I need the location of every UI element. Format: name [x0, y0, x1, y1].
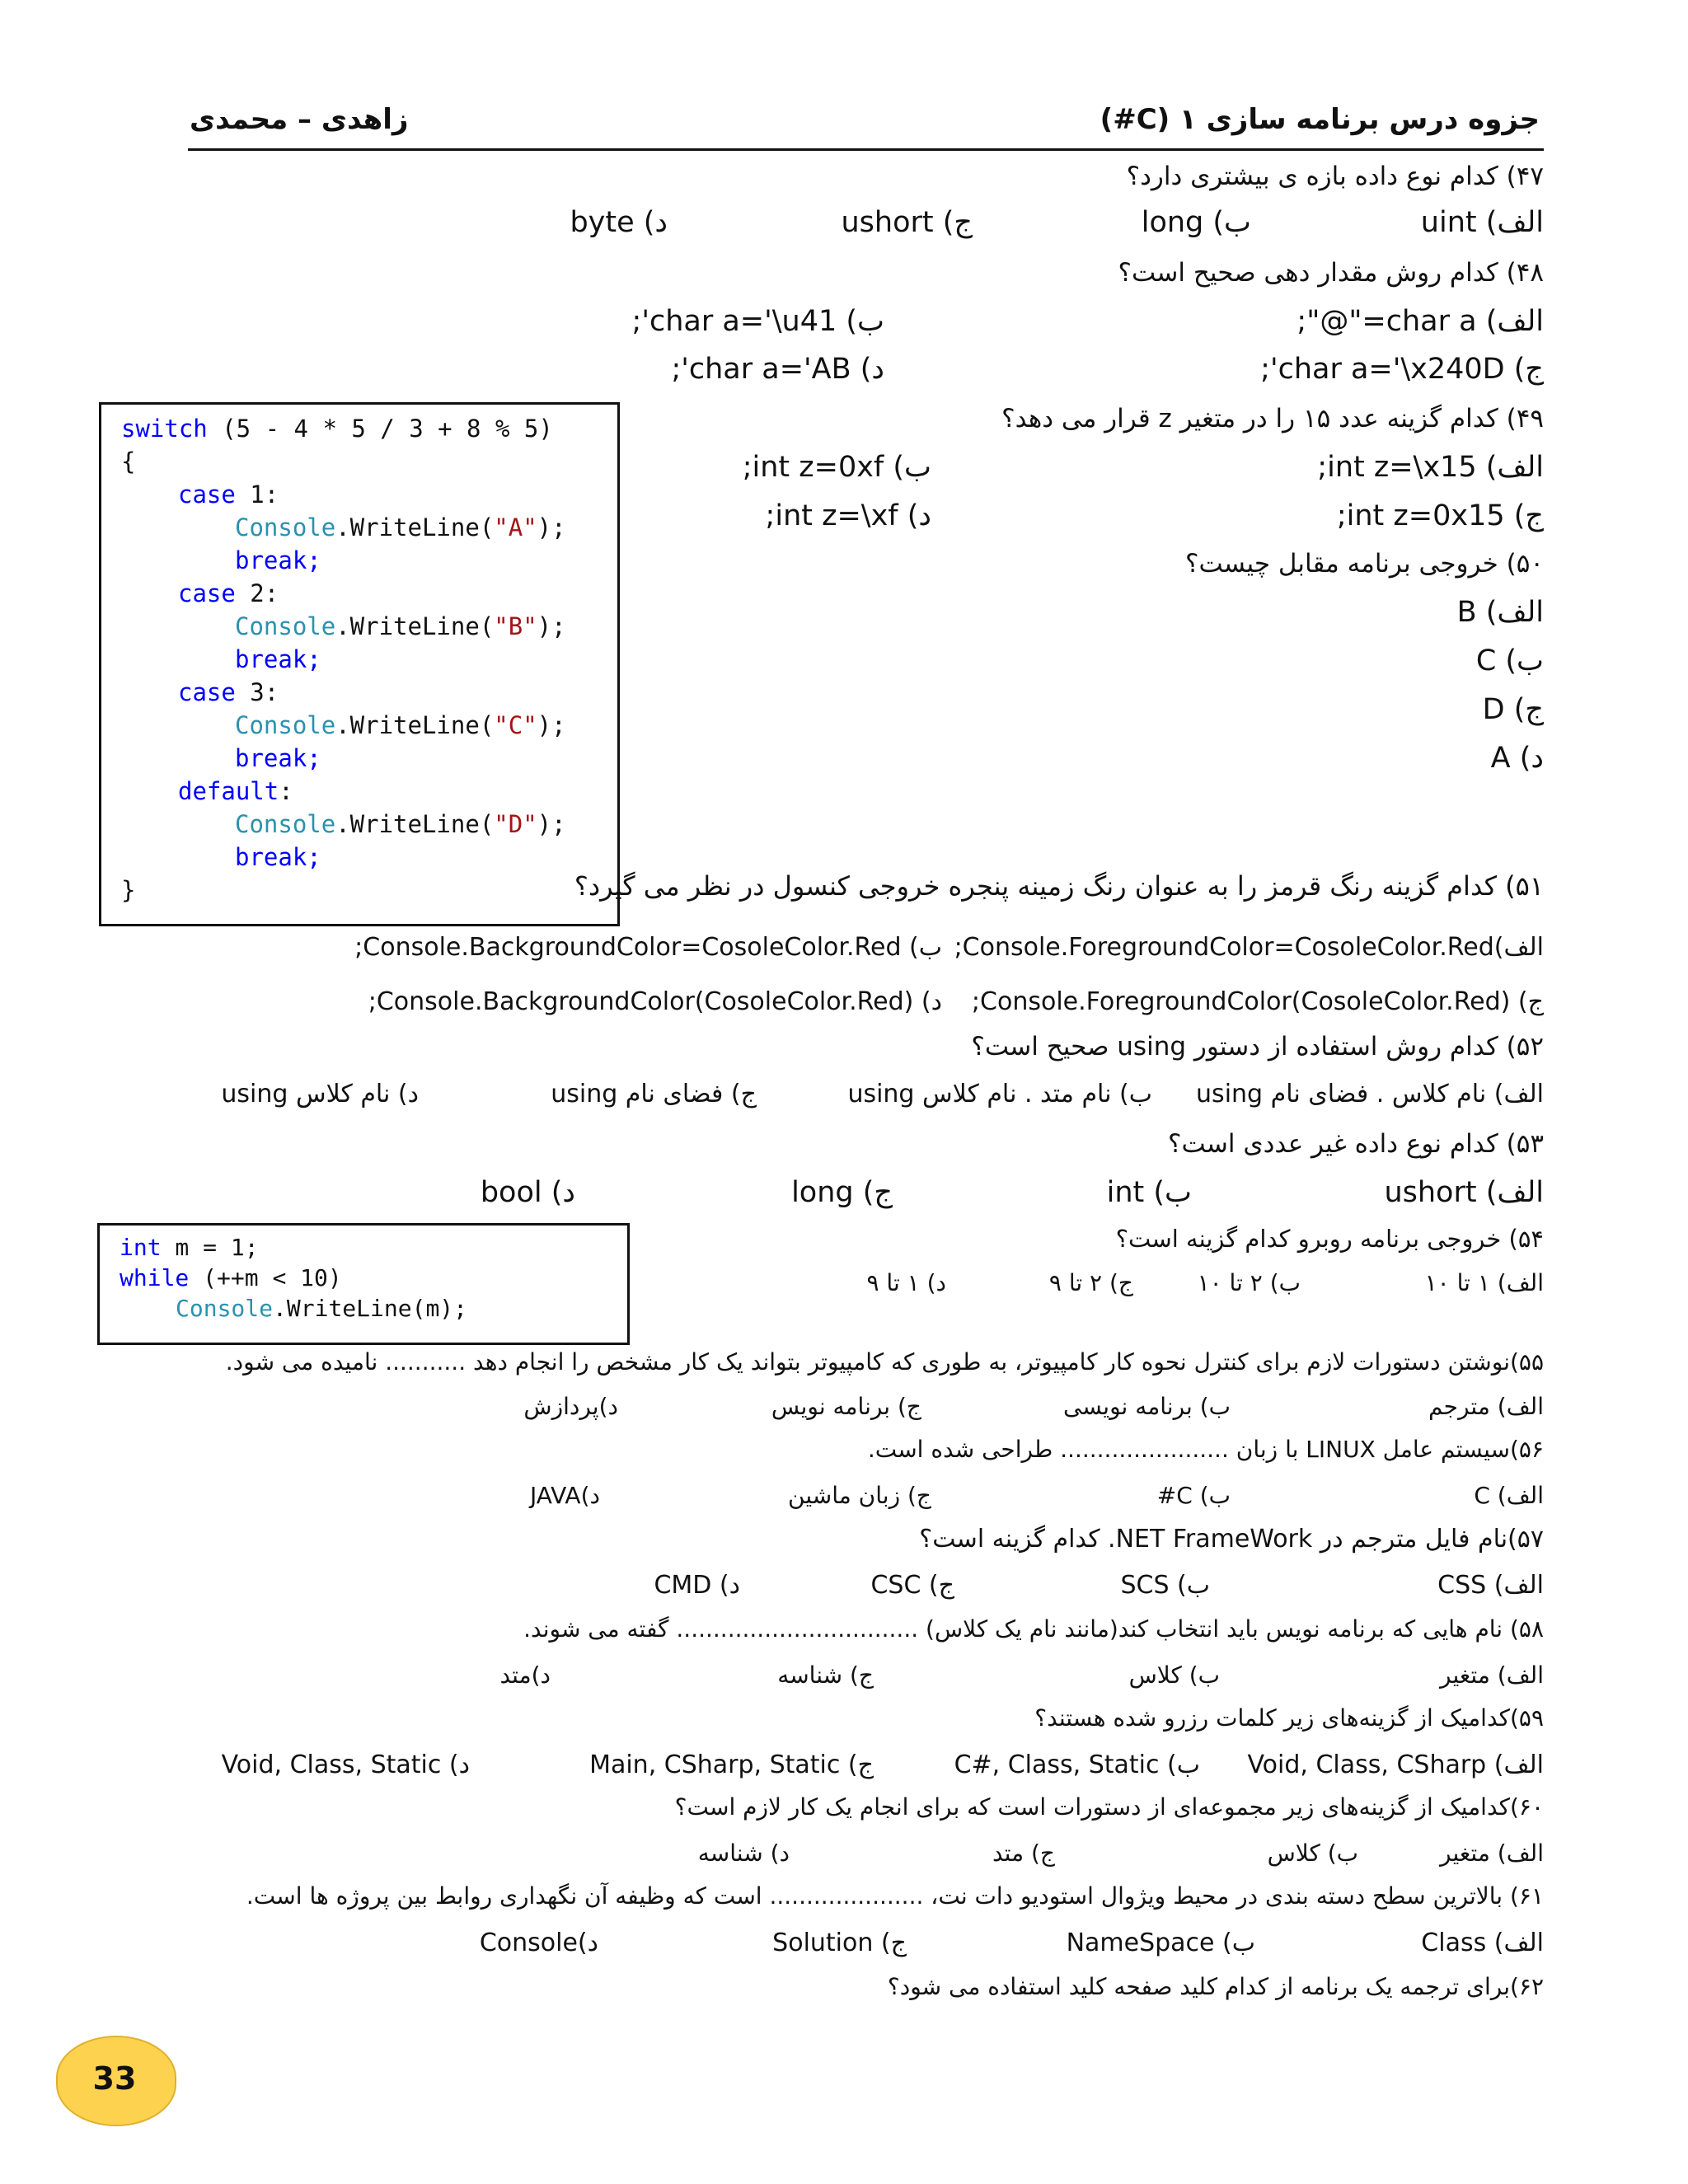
q60-option-a: الف) متغیر — [1440, 1840, 1544, 1867]
q51-option-b: ب) Console.BackgroundColor=CosoleColor.Red; — [354, 933, 942, 962]
code-class: Console — [235, 513, 336, 541]
code-text: 1: — [235, 480, 279, 509]
code-text: : — [279, 777, 293, 805]
q59-option-d: د) Void, Class, Static — [221, 1750, 470, 1779]
q55-option-d: د)پردازش — [523, 1393, 618, 1420]
q51-option-a: الف)Console.ForegroundColor=CosoleColor.Red; — [954, 933, 1544, 962]
q52-option-c: ج) فضای نام using — [551, 1080, 757, 1108]
question-50: ۵۰) خروجی برنامه مقابل چیست؟ — [1185, 549, 1544, 579]
code-text: .WriteLine( — [335, 810, 495, 838]
switch-code-block — [99, 402, 620, 926]
code-keyword: break; — [235, 645, 321, 673]
q61-option-a: الف) Class — [1421, 1929, 1544, 1957]
code-keyword: int — [120, 1234, 162, 1261]
q49-option-a: الف) int z=\x15; — [1317, 451, 1544, 484]
code-string: "D" — [494, 810, 537, 838]
code-text: { — [121, 448, 136, 476]
q57-option-c: ج) CSC — [870, 1571, 954, 1600]
code-class: Console — [235, 711, 336, 739]
header-divider — [188, 148, 1544, 151]
q48-option-b: ب) char a='\u41'; — [631, 305, 884, 338]
code-keyword: default — [178, 777, 279, 805]
q57-option-b: ب) SCS — [1120, 1571, 1210, 1600]
code-text: ); — [537, 711, 566, 739]
q53-option-c: ج) long — [791, 1176, 893, 1209]
question-54: ۵۴) خروجی برنامه روبرو کدام گزینه است؟ — [1115, 1225, 1544, 1253]
code-text: } — [121, 876, 136, 904]
question-48: ۴۸) کدام روش مقدار دهی صحیح است؟ — [1118, 258, 1544, 288]
q54-option-a: الف) ۱ تا ۱۰ — [1424, 1269, 1544, 1296]
q48-option-a: الف) char a="@"; — [1296, 305, 1544, 338]
q50-option-d: د) A — [1490, 742, 1544, 775]
code-keyword: case — [178, 579, 236, 607]
code-string: "B" — [494, 612, 537, 640]
q58-option-c: ج) شناسه — [777, 1661, 874, 1689]
question-60: ۶۰)کدامیک از گزینه‌های زیر مجموعه‌ای از دستورات است که برای انجام یک کار لازم است؟ — [674, 1793, 1544, 1821]
q48-option-d: د) char a='AB'; — [671, 353, 884, 386]
code-keyword: while — [120, 1264, 190, 1291]
q50-option-c: ج) D — [1482, 693, 1544, 726]
question-55: ۵۵)نوشتن دستورات لازم برای کنترل نحوه کار کامپیوتر، به طوری که کامپیوتر بتواند یک کار مشخص را انجام دهد ........... نامیده می شود. — [225, 1348, 1544, 1376]
question-49: ۴۹) کدام گزینه عدد ۱۵ را در متغیر z قرار می دهد؟ — [1001, 404, 1544, 434]
q54-option-d: د) ۱ تا ۹ — [866, 1269, 946, 1296]
code-string: "C" — [494, 711, 537, 739]
code-text: .WriteLine( — [335, 513, 495, 541]
code-text: 3: — [235, 678, 279, 706]
while-code-block — [97, 1223, 630, 1345]
q51-option-c: ج) Console.ForegroundColor(CosoleColor.Red); — [971, 987, 1544, 1016]
q56-option-b: ب) C# — [1156, 1482, 1231, 1509]
q53-option-b: ب) int — [1106, 1176, 1192, 1209]
q59-option-b: ب) C#, Class, Static — [954, 1750, 1200, 1779]
code-text: ); — [537, 513, 566, 541]
q60-option-d: د) شناسه — [697, 1840, 790, 1867]
question-57: ۵۷)نام فایل مترجم در NET FrameWork. کدام گزینه است؟ — [919, 1525, 1544, 1554]
code-keyword: switch — [121, 415, 208, 443]
page-title: جزوه درس برنامه سازی ۱ (C#) — [1100, 103, 1540, 136]
q47-option-c: ج) ushort — [841, 206, 973, 239]
q49-option-d: د) int z=\xf; — [765, 499, 931, 532]
q57-option-d: د) CMD — [654, 1571, 740, 1600]
authors: زاهدی – محمدی — [190, 103, 409, 136]
code-text: m = 1; — [161, 1234, 259, 1261]
q56-option-d: د)JAVA — [529, 1482, 600, 1509]
q53-option-d: د) bool — [480, 1176, 575, 1209]
q59-option-a: الف) Void, Class, CSharp — [1247, 1750, 1544, 1779]
code-keyword: case — [178, 480, 236, 509]
question-52: ۵۲) کدام روش استفاده از دستور using صحیح است؟ — [971, 1032, 1544, 1062]
q52-option-b: ب) نام متد . نام کلاس using — [847, 1080, 1152, 1108]
question-62: ۶۲)برای ترجمه یک برنامه از کدام کلید صفحه کلید استفاده می شود؟ — [887, 1973, 1544, 2000]
q58-option-d: د)متد — [499, 1661, 551, 1689]
code-text: (5 - 4 * 5 / 3 + 8 % 5) — [207, 415, 553, 443]
q56-option-a: الف) C — [1474, 1482, 1544, 1509]
page-number: 33 — [92, 2060, 137, 2097]
q53-option-a: الف) ushort — [1384, 1176, 1544, 1209]
question-56: ۵۶)سیستم عامل LINUX با زبان ....................... طراحی شده است. — [867, 1436, 1544, 1463]
q58-option-a: الف) متغیر — [1440, 1661, 1544, 1689]
code-keyword: case — [178, 678, 236, 706]
question-53: ۵۳) کدام نوع داده غیر عددی است؟ — [1168, 1129, 1544, 1159]
q57-option-a: الف) CSS — [1437, 1571, 1544, 1600]
q56-option-c: ج) زبان ماشین — [788, 1482, 931, 1509]
q61-option-c: ج) Solution — [772, 1929, 907, 1957]
q54-option-c: ج) ۲ تا ۹ — [1048, 1269, 1133, 1296]
q47-option-a: الف) uint — [1420, 206, 1544, 239]
q48-option-c: ج) char a='\x240D'; — [1260, 353, 1544, 386]
code-keyword: break; — [235, 744, 321, 772]
q47-option-b: ب) long — [1141, 206, 1251, 239]
q54-option-b: ب) ۲ تا ۱۰ — [1197, 1269, 1301, 1296]
q52-option-d: د) نام کلاس using — [221, 1080, 419, 1108]
question-61: ۶۱) بالاترین سطح دسته بندی در محیط ویژوال استودیو دات نت، ..................... است که وظیفه آن نگهداری روابط بین پروژه ها است. — [246, 1882, 1544, 1910]
q52-option-a: الف) نام کلاس . فضای نام using — [1196, 1080, 1544, 1108]
q50-option-a: الف) B — [1456, 596, 1544, 629]
q58-option-b: ب) کلاس — [1128, 1661, 1220, 1689]
q55-option-a: الف) مترجم — [1428, 1393, 1544, 1420]
question-59: ۵۹)کدامیک از گزینه‌های زیر کلمات رزرو شده هستند؟ — [1034, 1704, 1544, 1732]
code-class: Console — [235, 612, 336, 640]
code-keyword: break; — [235, 843, 321, 871]
code-keyword: break; — [235, 546, 321, 574]
code-class: Console — [176, 1295, 274, 1322]
code-text: (++m < 10) — [189, 1264, 342, 1291]
code-class: Console — [235, 810, 336, 838]
code-text: .WriteLine( — [335, 711, 495, 739]
code-string: "A" — [494, 513, 537, 541]
q55-option-b: ب) برنامه نویسی — [1062, 1393, 1231, 1420]
q49-option-b: ب) int z=0xf; — [742, 451, 931, 484]
question-47: ۴۷) کدام نوع داده بازه ی بیشتری دارد؟ — [1126, 162, 1544, 191]
q55-option-c: ج) برنامه نویس — [771, 1393, 921, 1420]
q49-option-c: ج) int z=0x15; — [1336, 499, 1544, 532]
q60-option-b: ب) کلاس — [1267, 1840, 1358, 1867]
code-text: 2: — [235, 579, 279, 607]
question-51: ۵۱) کدام گزینه رنگ قرمز را به عنوان رنگ زمینه پنجره خروجی کنسول در نظر می گیرد؟ — [574, 870, 1544, 902]
code-text: .WriteLine( — [335, 612, 495, 640]
q59-option-c: ج) Main, CSharp, Static — [589, 1750, 874, 1779]
q61-option-b: ب) NameSpace — [1066, 1929, 1255, 1957]
q51-option-d: د) Console.BackgroundColor(CosoleColor.Red); — [368, 987, 942, 1016]
q61-option-d: د)Console — [479, 1929, 598, 1957]
question-58: ۵۸) نام هایی که برنامه نویس باید انتخاب کند(مانند نام یک کلاس) ................................. گفته می شوند. — [523, 1615, 1544, 1643]
q50-option-b: ب) C — [1475, 644, 1544, 677]
q60-option-c: ج) متد — [992, 1840, 1055, 1867]
code-text: ); — [537, 612, 566, 640]
q47-option-d: د) byte — [570, 206, 668, 239]
code-text: ); — [537, 810, 566, 838]
code-text: .WriteLine(m); — [273, 1295, 468, 1322]
